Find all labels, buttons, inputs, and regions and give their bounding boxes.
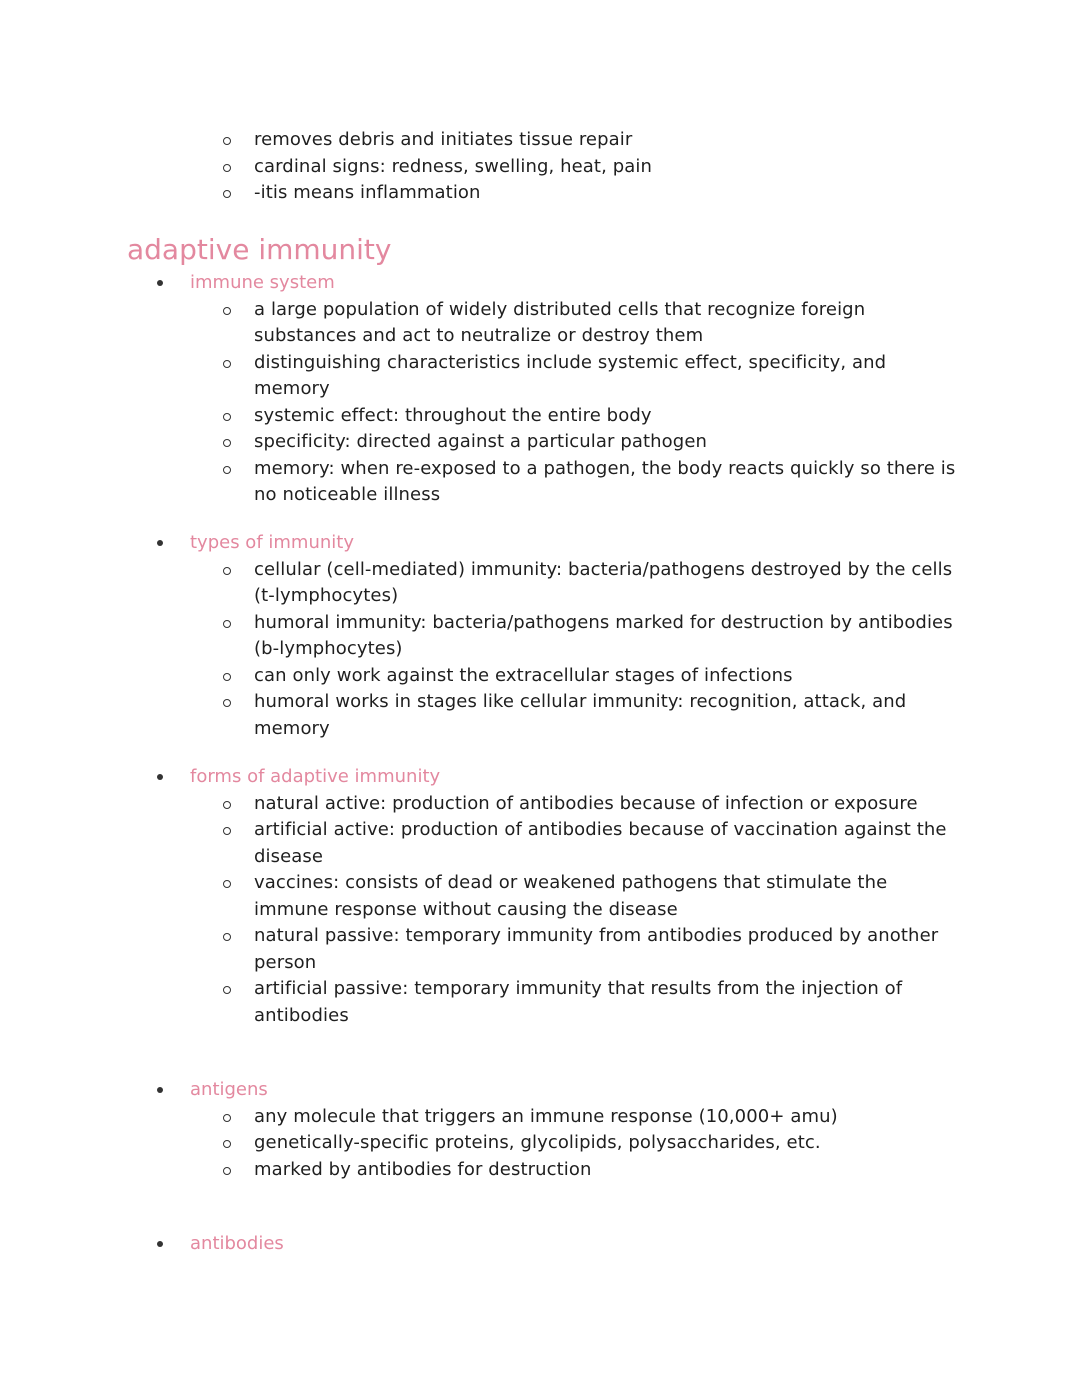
topic-heading-text: immune system [190,272,335,293]
hollow-bullet-icon [223,933,231,941]
list-item-text: a large population of widely distributed cells that recognize foreign substances and act to neutralize or destroy them [254,298,866,346]
topic-heading [0,1077,1080,1104]
bullet-icon [157,280,163,286]
hollow-bullet-icon [223,413,231,421]
list-item-text: any molecule that triggers an immune response (10,000+ amu) [254,1105,838,1127]
hollow-bullet-icon [223,190,231,198]
topic-heading-text: antibodies [190,1233,284,1254]
list-item [0,791,1080,818]
list-item [0,456,1080,509]
list-item-text: can only work against the extracellular stages of infections [254,664,793,686]
list-item [0,817,1080,870]
list-item [0,663,1080,690]
hollow-bullet-icon [223,439,231,447]
topic-heading [0,1231,1080,1258]
hollow-bullet-icon [223,673,231,681]
list-item [0,1157,1080,1184]
hollow-bullet-icon [223,1114,231,1122]
bullet-icon [157,1241,163,1247]
list-item-text: distinguishing characteristics include systemic effect, specificity, and memory [254,351,887,399]
hollow-bullet-icon [223,827,231,835]
list-item [0,976,1080,1029]
list-item [0,610,1080,663]
hollow-bullet-icon [223,986,231,994]
hollow-bullet-icon [223,137,231,145]
hollow-bullet-icon [223,620,231,628]
list-item-text: natural active: production of antibodies because of infection or exposure [254,792,918,814]
topic-heading [0,764,1080,791]
topic-antigens [0,1077,1080,1183]
list-item-text: -itis means inflammation [254,182,481,203]
list-item [0,297,1080,350]
list-item-text: removes debris and initiates tissue repair [254,129,633,150]
list-item-text: artificial active: production of antibodies because of vaccination against the disease [254,819,947,867]
list-item [0,1130,1080,1157]
list-item-text: systemic effect: throughout the entire body [254,404,652,426]
list-item [0,154,1080,181]
list-item-text: genetically-specific proteins, glycolipids, polysaccharides, etc. [254,1132,821,1153]
hollow-bullet-icon [223,360,231,368]
topic-heading [0,530,1080,557]
hollow-bullet-icon [223,466,231,474]
topic-types-of-immunity [0,530,1080,742]
list-item [0,689,1080,742]
topic-heading [0,270,1080,297]
list-item-text: vaccines: consists of dead or weakened pathogens that stimulate the immune response without causing the disease [254,872,888,920]
topic-list [0,1104,1080,1184]
list-item [0,870,1080,923]
list-item-text: natural passive: temporary immunity from antibodies produced by another person [254,925,939,973]
list-item-text: artificial passive: temporary immunity that results from the injection of antibodies [254,978,903,1026]
hollow-bullet-icon [223,880,231,888]
bullet-icon [157,1087,163,1093]
hollow-bullet-icon [223,567,231,575]
list-item [0,1104,1080,1131]
intro-list [0,127,1080,207]
topic-list [0,297,1080,509]
list-item [0,429,1080,456]
list-item-text: marked by antibodies for destruction [254,1158,592,1180]
list-item [0,127,1080,154]
intro-block [0,127,1080,207]
bullet-icon [157,540,163,546]
list-item [0,350,1080,403]
list-item [0,923,1080,976]
list-item-text: humoral works in stages like cellular immunity: recognition, attack, and memory [254,691,907,739]
list-item-text: specificity: directed against a particular pathogen [254,431,707,452]
hollow-bullet-icon [223,307,231,315]
topic-immune-system [0,270,1080,509]
section-title: adaptive immunity [127,233,392,266]
hollow-bullet-icon [223,164,231,172]
topic-heading-text: types of immunity [190,532,354,553]
topic-list [0,557,1080,743]
hollow-bullet-icon [223,1167,231,1175]
topic-antibodies [0,1231,1080,1258]
list-item [0,403,1080,430]
hollow-bullet-icon [223,699,231,707]
list-item-text: memory: when re-exposed to a pathogen, the body reacts quickly so there is no noticeable illness [254,457,956,505]
list-item [0,180,1080,207]
list-item-text: humoral immunity: bacteria/pathogens marked for destruction by antibodies (b-lymphocytes) [254,611,953,659]
list-item-text: cellular (cell-mediated) immunity: bacteria/pathogens destroyed by the cells (t-lymphocytes) [254,558,953,606]
list-item-text: cardinal signs: redness, swelling, heat, pain [254,155,652,177]
topic-forms-of-adaptive-immunity [0,764,1080,1029]
hollow-bullet-icon [223,1140,231,1148]
topic-heading-text: forms of adaptive immunity [190,766,441,787]
list-item [0,557,1080,610]
topic-list [0,791,1080,1030]
bullet-icon [157,774,163,780]
hollow-bullet-icon [223,801,231,809]
topic-heading-text: antigens [190,1079,268,1100]
